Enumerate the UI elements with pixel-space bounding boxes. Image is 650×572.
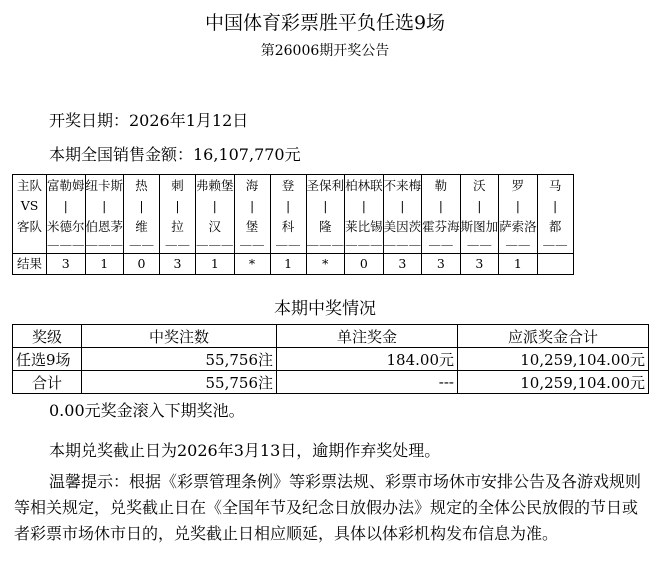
issue-subtitle: 第26006期开奖公告 <box>260 43 390 59</box>
prize-per: 184.00元 <box>277 348 458 371</box>
dash-line: —— <box>505 237 531 252</box>
match-column <box>85 175 124 254</box>
match-result: 1 <box>85 254 124 275</box>
match-result <box>537 254 573 275</box>
match-result: 0 <box>124 254 160 275</box>
vs-separator: | <box>249 198 255 213</box>
deadline-note: 本期兑奖截止日为2026年3月13日，逾期作弃奖处理。 <box>49 441 441 460</box>
prize-level: 合计 <box>13 371 82 394</box>
tip-note: 温馨提示：根据《彩票管理条例》等彩票法规、彩票市场休市安排公告及各游戏规则等相关规定，兑奖截止日在《全国年节及纪念日放假办法》规定的全体公民放假的节日或者彩票市场休市日的，兑奖截止日相应顺延，具体以体彩机构发布信息为准。 <box>14 472 642 543</box>
vs-separator: | <box>323 198 328 213</box>
vs-separator: | <box>400 198 405 213</box>
label-home: 主队 <box>16 178 42 193</box>
away-team: 隆 <box>319 219 332 234</box>
match-column <box>460 175 499 254</box>
home-team: 纽卡斯 <box>85 178 124 193</box>
vs-separator: | <box>63 198 68 213</box>
dash-line: ——— <box>196 237 234 252</box>
label-result: 结果 <box>13 254 47 275</box>
prize-header-row <box>13 325 649 348</box>
header-count: 中奖注数 <box>82 325 277 348</box>
match-result: 1 <box>196 254 235 275</box>
dash-line: —— <box>466 237 492 252</box>
prize-total: 10,259,104.00元 <box>458 348 649 371</box>
away-team: 科 <box>281 219 295 234</box>
home-team: 富勒姆 <box>47 178 85 193</box>
match-column <box>160 175 196 254</box>
match-column <box>234 175 270 254</box>
match-table <box>12 174 574 275</box>
match-column <box>422 175 461 254</box>
dash-line: ——— <box>383 237 422 252</box>
table-row <box>13 348 649 371</box>
away-team: 都 <box>548 219 562 234</box>
home-team: 热 <box>135 178 148 193</box>
home-team: 沃 <box>473 178 486 193</box>
page-title: 中国体育彩票胜平负任选9场 <box>204 12 446 34</box>
home-team: 弗赖堡 <box>196 178 234 193</box>
match-result: 1 <box>499 254 538 275</box>
match-column <box>537 175 573 254</box>
match-column <box>499 175 538 254</box>
match-column <box>47 175 86 254</box>
match-result: * <box>234 254 270 275</box>
away-team: 堡 <box>245 219 259 234</box>
match-result: * <box>306 254 345 275</box>
away-team: 伯恩茅 <box>85 219 124 234</box>
home-team: 不来梅 <box>383 178 422 193</box>
dash-line: —— <box>239 237 265 252</box>
away-team: 米德尔 <box>47 219 85 234</box>
prize-table <box>12 324 649 394</box>
dash-line: ——— <box>47 237 85 252</box>
match-column <box>345 175 384 254</box>
vs-separator: | <box>102 198 107 213</box>
prize-total: 10,259,104.00元 <box>458 371 649 394</box>
sales-amount: 本期全国销售金额：16,107,770元 <box>49 145 301 164</box>
match-column <box>270 175 306 254</box>
dash-line: —— <box>129 237 155 252</box>
dash-line: —— <box>275 237 301 252</box>
table-row <box>13 371 649 394</box>
vs-separator: | <box>361 198 366 213</box>
header-level: 奖级 <box>13 325 82 348</box>
match-column <box>306 175 345 254</box>
vs-separator: | <box>212 198 217 213</box>
match-column <box>383 175 422 254</box>
dash-line: —— <box>165 237 191 252</box>
header-per: 单注奖金 <box>277 325 458 348</box>
prize-section-title: 本期中奖情况 <box>274 299 376 319</box>
away-team: 维 <box>135 219 148 234</box>
away-team: 萨索洛 <box>499 219 537 234</box>
match-result: 3 <box>47 254 86 275</box>
draw-date: 开奖日期：2026年1月12日 <box>49 111 249 130</box>
dash-line: ——— <box>85 237 124 252</box>
prize-count: 55,756注 <box>82 348 277 371</box>
away-team: 莱比锡 <box>345 219 383 234</box>
vs-separator: | <box>553 198 558 213</box>
match-result: 3 <box>160 254 196 275</box>
home-team: 勒 <box>434 178 448 193</box>
match-result: 3 <box>460 254 499 275</box>
dash-line: ——— <box>306 237 345 252</box>
home-team: 海 <box>245 178 259 193</box>
home-team: 圣保利 <box>306 178 345 193</box>
home-team: 马 <box>548 178 562 193</box>
away-team: 美因茨 <box>383 219 422 234</box>
home-team: 柏林联 <box>345 178 383 193</box>
vs-separator: | <box>477 198 482 213</box>
match-column <box>196 175 235 254</box>
away-team: 汉 <box>208 219 222 234</box>
header-total: 应派奖金合计 <box>458 325 649 348</box>
vs-separator: | <box>438 198 443 213</box>
away-team: 霍芬海 <box>422 219 460 234</box>
away-team: 斯图加 <box>460 219 499 234</box>
match-result: 3 <box>422 254 461 275</box>
label-vs: VS <box>20 198 39 213</box>
vs-separator: | <box>515 198 520 213</box>
match-labels <box>13 175 47 254</box>
prize-level: 任选9场 <box>13 348 82 371</box>
match-result: 1 <box>270 254 306 275</box>
dash-line: —— <box>428 237 454 252</box>
dash-line: —— <box>542 237 568 252</box>
away-team: 拉 <box>171 219 184 234</box>
match-column <box>124 175 160 254</box>
vs-separator: | <box>285 198 291 213</box>
match-result: 3 <box>383 254 422 275</box>
home-team: 刺 <box>171 178 184 193</box>
prize-count: 55,756注 <box>82 371 277 394</box>
vs-separator: | <box>139 198 144 213</box>
home-team: 罗 <box>511 178 525 193</box>
vs-separator: | <box>175 198 180 213</box>
home-team: 登 <box>281 178 295 193</box>
match-result: 0 <box>345 254 384 275</box>
rollover-note: 0.00元奖金滚入下期奖池。 <box>49 401 245 420</box>
label-away: 客队 <box>16 219 42 234</box>
dash-line: ——— <box>345 237 383 252</box>
prize-per: --- <box>277 371 458 394</box>
